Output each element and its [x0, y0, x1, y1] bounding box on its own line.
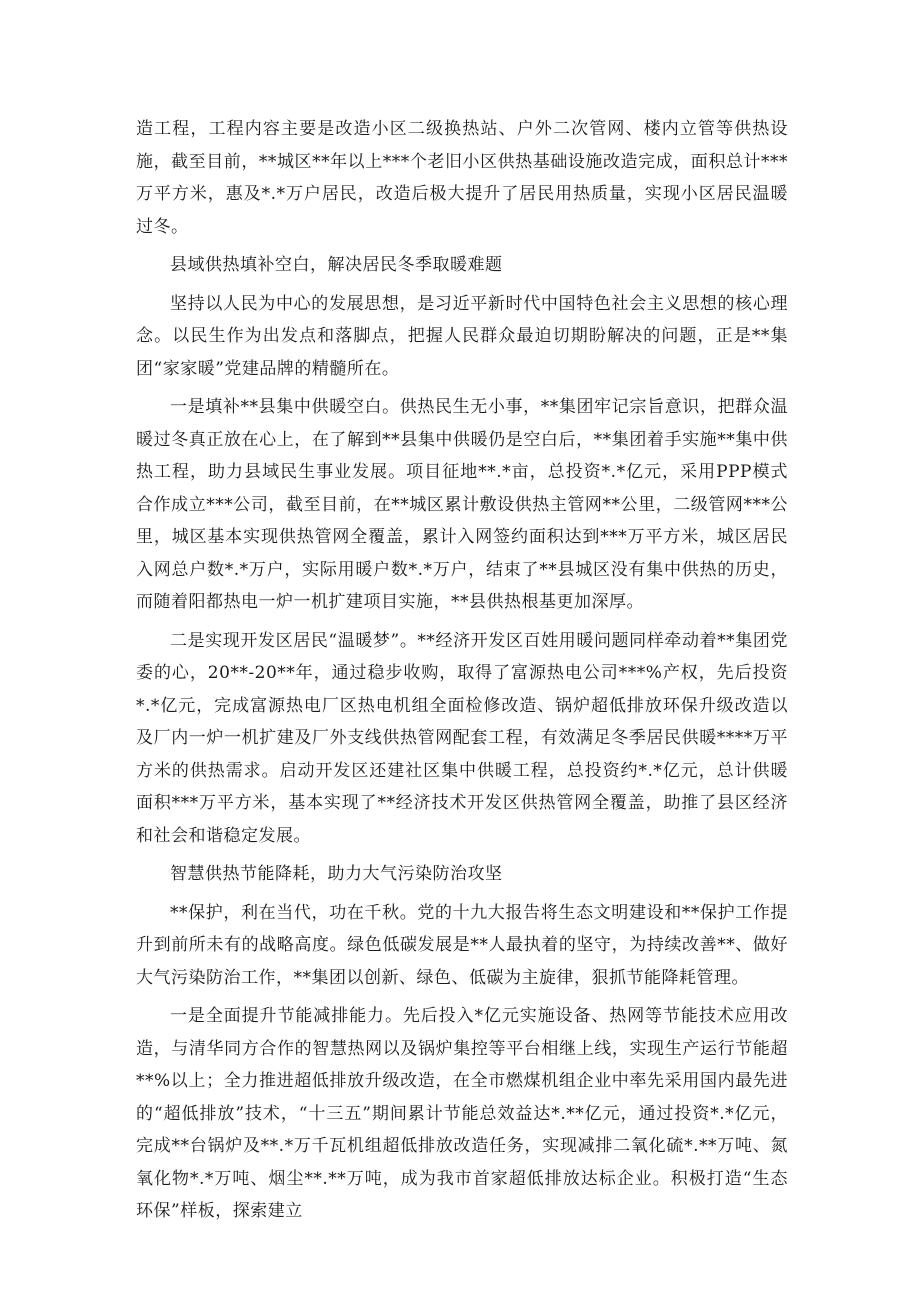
paragraph-environmental-protection: **保护，利在当代，功在千秋。党的十九大报告将生态文明建设和**保护工作提升到前所未有的战略高度。绿色低碳发展是**人最执着的坚守，为持续改善**、做好大气污染防治工作，**集团以创新、绿色、低碳为主旋律，狠抓节能降耗管理。 [136, 902, 788, 988]
paragraph-people-centered: 坚持以人民为中心的发展思想，是习近平新时代中国特色社会主义思想的核心理念。以民生作为出发点和落脚点，把握人民群众最迫切期盼解决的问题，正是**集团“家家暖”党建品牌的精髓所在。 [136, 293, 788, 379]
paragraph-continued: 造工程，工程内容主要是改造小区二级换热站、户外二次管网、楼内立管等供热设施，截至目前，**城区**年以上***个老旧小区供热基础设施改造完成，面积总计***万平方米，惠及*.*万户居民，改造后极大提升了居民用热质量，实现小区居民温暖过冬。 [136, 119, 788, 237]
section-heading-county-heating: 县域供热填补空白，解决居民冬季取暖难题 [170, 255, 503, 275]
paragraph-development-zone: 二是实现开发区居民“温暖梦”。**经济开发区百姓用暖问题同样牵动着**集团党委的心，20**-20**年，通过稳步收购，取得了富源热电公司***%产权，先后投资*.*亿元，完成富源热电厂区热电机组全面检修改造、锅炉超低排放环保升级改造以及厂内一炉一机扩建及厂外支线供热管网配套工程，有效满足冬季居民供暖****万平方米的供热需求。启动开发区还建社区集中供暖工程，总投资约*.*亿元，总计供暖面积***万平方米，基本实现了**经济技术开发区供热管网全覆盖，助推了县区经济和社会和谐稳定发展。 [136, 630, 788, 846]
paragraph-energy-saving: 一是全面提升节能减排能力。先后投入*亿元实施设备、热网等节能技术应用改造，与清华同方合作的智慧热网以及锅炉集控等平台相继上线，实现生产运行节能超**%以上；全力推进超低排放升级改造，在全市燃煤机组企业中率先采用国内最先进的“超低排放”技术，“十三五”期间累计节能总效益达*.**亿元，通过投资*.*亿元，完成**台锅炉及**.*万千瓦机组超低排放改造任务，实现减排二氧化硫*.**万吨、氮氧化物*.*万吨、烟尘**.**万吨，成为我市首家超低排放达标企业。积极打造“生态环保”样板，探索建立 [136, 1006, 788, 1221]
section-heading-smart-heating: 智慧供热节能降耗，助力大气污染防治攻坚 [170, 864, 503, 884]
document-body [136, 113, 788, 1234]
paragraph-fill-county-gap: 一是填补**县集中供暖空白。供热民生无小事，**集团牢记宗旨意识，把群众温暖过冬真正放在心上，在了解到**县集中供暖仍是空白后，**集团着手实施**集中供热工程，助力县域民生事业发展。项目征地**.*亩，总投资*.*亿元，采用PPP模式合作成立***公司，截至目前，在**城区累计敷设供热主管网**公里，二级管网***公里，城区基本实现供热管网全覆盖，累计入网签约面积达到***万平方米，城区居民入网总户数*.*万户，实际用暖户数*.*万户，结束了**县城区没有集中供热的历史，而随着阳都热电一炉一机扩建项目实施，**县供热根基更加深厚。 [136, 397, 788, 612]
